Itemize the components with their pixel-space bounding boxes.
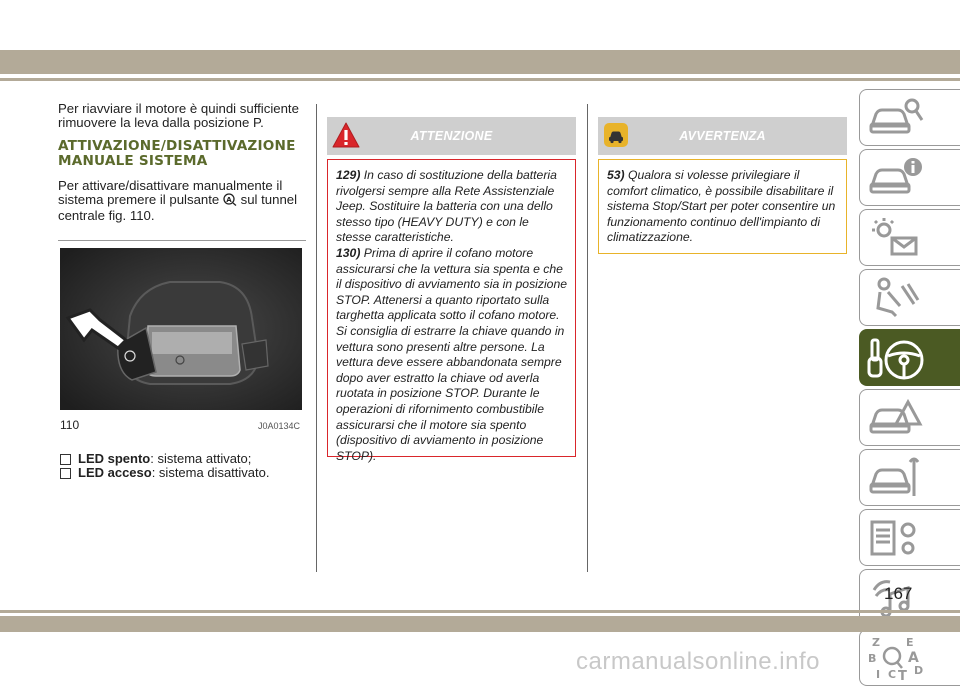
bottom-rule	[0, 610, 960, 613]
attention-note-130	[336, 246, 567, 464]
led-off-text: : sistema attivato;	[150, 451, 252, 466]
page-number: 167	[884, 584, 913, 603]
warning-box	[598, 159, 847, 254]
led-on-label: LED acceso	[78, 465, 152, 480]
index-letter: T	[898, 669, 907, 682]
index-letter: A	[908, 650, 919, 666]
top-band	[0, 0, 960, 50]
specs-gear-icon	[868, 516, 924, 565]
attention-box	[327, 159, 576, 463]
index-letter: B	[868, 652, 877, 665]
note-number: 53)	[607, 168, 625, 182]
car-info-icon	[868, 156, 924, 205]
tab-technical-specs[interactable]	[859, 509, 960, 566]
tab-servicing[interactable]	[859, 449, 960, 506]
tab-car-info[interactable]	[859, 149, 960, 206]
section-heading: ATTIVAZIONE/DISATTIVAZIONE MANUALE SISTEMA	[58, 138, 296, 169]
left-column	[58, 102, 306, 223]
led-on-item	[58, 466, 306, 480]
figure-top-rule	[58, 240, 306, 241]
bullet-box-icon	[60, 468, 71, 479]
tab-emergency[interactable]	[859, 389, 960, 446]
attention-header	[327, 117, 576, 155]
top-rule	[0, 78, 960, 81]
car-emergency-icon	[868, 396, 924, 445]
bullet-box-icon	[60, 454, 71, 465]
bottom-color-bar	[0, 616, 960, 632]
index-letter: C	[888, 668, 897, 681]
instruction-text-before: Per attivare/disattivare manualmente il sistema premere il pulsante	[58, 178, 283, 207]
figure-code: J0A0134C	[257, 421, 300, 431]
led-off-label: LED spento	[78, 451, 151, 466]
intro-paragraph: Per riavviare il motore è quindi sufficiente rimuovere la leva dalla posizione P.	[58, 101, 299, 130]
instruction-text-after: sul tunnel centrale fig. 110.	[58, 192, 298, 223]
tab-starting-driving[interactable]	[859, 329, 960, 386]
led-on-text: : sistema disattivato.	[151, 465, 270, 480]
led-off-item	[58, 452, 306, 466]
warning-title: AVVERTENZA	[679, 129, 766, 143]
svg-text:A: A	[226, 196, 232, 204]
warning-note-53	[607, 168, 838, 246]
index-letter: D	[914, 664, 924, 677]
index-search-icon	[866, 634, 926, 687]
note-text: Prima di aprire il cofano motore assicurarsi che la vettura sia spenta e che il dispositivo di avviamento sia in posizione STOP. Attenersi a quanto riportato sulla targhetta applicata sotto il cofano motore. Si consiglia di estrarre la chiave quando in vettura sono presenti altre persone. La vettura deve essere abbandonata sempre dopo aver estratto la chiave od averla ruotata in posizione STOP. Durante le operazioni di rifornimento combustibile assicurarsi che il motore sia spento (dispositivo di avviamento in posizione STOP).	[336, 245, 568, 463]
figure-110-photo	[60, 248, 302, 410]
note-text: In caso di sostituzione della batteria rivolgersi sempre alla Rete Assistenziale Jeep. Sostituire la batteria con una dello stesso tipo (HEAVY DUTY) e con le stesse caratteristiche.	[336, 168, 557, 245]
figure-caption	[60, 418, 302, 432]
car-wrench-icon	[868, 456, 924, 505]
column-divider-2	[587, 104, 588, 572]
note-text: Qualora si volesse privilegiare il comfort climatico, è possibile disabilitare il sistema Stop/Start per poter consentire un funzionamento continuo dell'impianto di climatizzazione.	[607, 168, 836, 245]
note-number: 129)	[336, 168, 361, 182]
figure-number: 110	[60, 418, 80, 432]
instruction-paragraph	[58, 179, 306, 223]
index-letter: Z	[872, 636, 880, 649]
note-number: 130)	[336, 245, 361, 260]
watermark-text: carmanualsonline.info	[576, 648, 820, 675]
tab-getting-to-know-car[interactable]	[859, 89, 960, 146]
led-status-list	[58, 452, 306, 480]
seat-safety-icon	[868, 276, 924, 325]
tab-warning-lights[interactable]	[859, 209, 960, 266]
warning-lights-icon	[868, 216, 924, 265]
index-letter: E	[906, 636, 914, 649]
attention-title: ATTENZIONE	[410, 129, 493, 143]
warning-header	[598, 117, 847, 155]
index-letter: I	[876, 668, 881, 681]
car-search-icon	[868, 96, 924, 145]
stop-start-button-icon	[223, 193, 237, 209]
tab-index[interactable]	[859, 629, 960, 686]
tab-safety[interactable]	[859, 269, 960, 326]
attention-note-129	[336, 168, 567, 246]
key-steering-wheel-icon	[866, 336, 928, 387]
column-divider-1	[316, 104, 317, 572]
top-color-bar	[0, 50, 960, 74]
